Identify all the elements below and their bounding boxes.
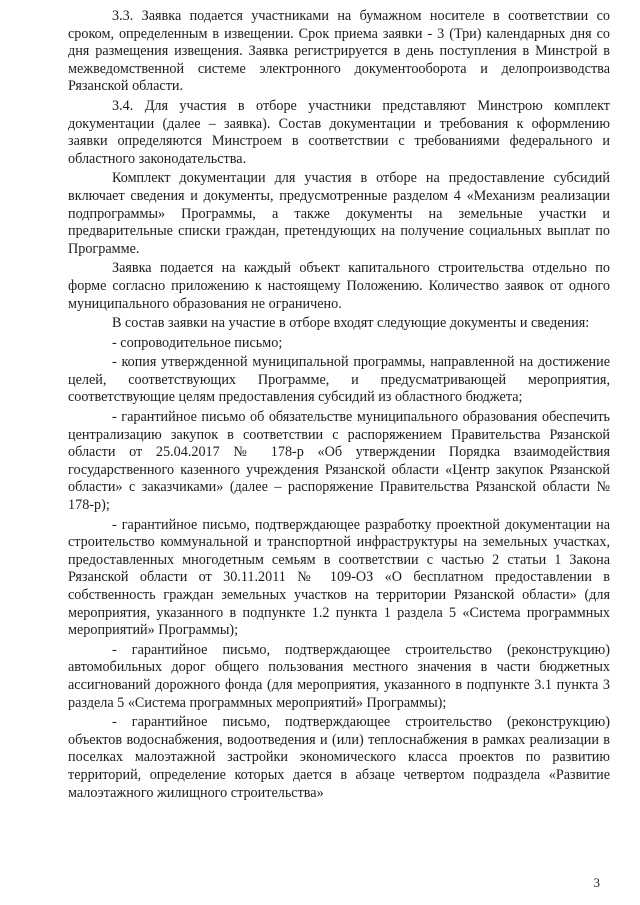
paragraph-documentation-set: Комплект документации для участия в отборе на предоставление субсидий включает сведения и документы, предусмотренные разделом 4 «Механизм реализации подпрограммы» Программы, а также документы на земельные участки и предварительные списки граждан, претендующих на получение социальных выплат по Программе.: [68, 170, 610, 257]
list-item-design-guarantee: - гарантийное письмо, подтверждающее разработку проектной документации на строительство коммунальной и транспортной инфраструктуры на земельных участках, предоставленных многодетным семьям в соответствии с частью 2 статьи 1 Закона Рязанской области от 30.11.2011 № 109-ОЗ «О бесплатном предоставлении в собственность граждан земельных участков на территории Рязанской области» (для мероприятия, указанного в подпункте 1.2 пункта 1 раздела 5 «Система программных мероприятий» Программы);: [68, 516, 610, 639]
paragraph-application-per-object: Заявка подается на каждый объект капитального строительства отдельно по форме согласно приложению к настоящему Положению. Количество заявок от одного муниципального образования не ограничено.: [68, 260, 610, 312]
list-item-roads-guarantee: - гарантийное письмо, подтверждающее строительство (реконструкцию) автомобильных дорог общего пользования местного значения в части бюджетных ассигнований дорожного фонда (для мероприятия, указанного в подпункте 3.1 пункта 3 раздела 5 «Система программных мероприятий» Программы);: [68, 641, 610, 711]
paragraph-application-contents: В состав заявки на участие в отборе входят следующие документы и сведения:: [112, 315, 590, 332]
list-item-program-copy: - копия утвержденной муниципальной программы, направленной на достижение целей, соответствующих Программе, и предусматривающей мероприятия, соответствующие целям предоставления субсидий из областного бюджета;: [68, 354, 610, 406]
list-item-procurement-guarantee: - гарантийное письмо об обязательстве муниципального образования обеспечить централизацию закупок в соответствии с распоряжением Правительства Рязанской области от 25.04.2017 № 178-р «Об утверждении Порядка взаимодействия государственного казенного учреждения Рязанской области «Центр закупок Рязанской области» с заказчиками» (далее – распоряжение Правительства Рязанской области № 178-р);: [68, 409, 610, 514]
paragraph-3-4: 3.4. Для участия в отборе участники представляют Минстрою комплект документации (далее – заявка). Состав документации и требования к оформлению заявки определяются Минстроем в соответствии с требованиями федерального и областного законодательства.: [68, 97, 610, 167]
page-number: 3: [593, 875, 600, 890]
paragraph-3-3: 3.3. Заявка подается участниками на бумажном носителе в соответствии со сроком, определенным в извещении. Срок приема заявки - 3 (Три) календарных дня со дня размещения извещения. Заявка регистрируется в день поступления в Минстрой в межведомственной системе электронного документооборота и делопроизводства Рязанской области.: [68, 8, 610, 95]
list-item-cover-letter: - сопроводительное письмо;: [112, 334, 283, 351]
list-item-utilities-guarantee: - гарантийное письмо, подтверждающее строительство (реконструкцию) объектов водоснабжения, водоотведения и (или) теплоснабжения в рамках реализации в поселках малоэтажной застройки экономического класса проектов по развитию территорий, определение которых дается в абзаце четвертом подраздела «Развитие малоэтажного жилищного строительства»: [68, 714, 610, 801]
